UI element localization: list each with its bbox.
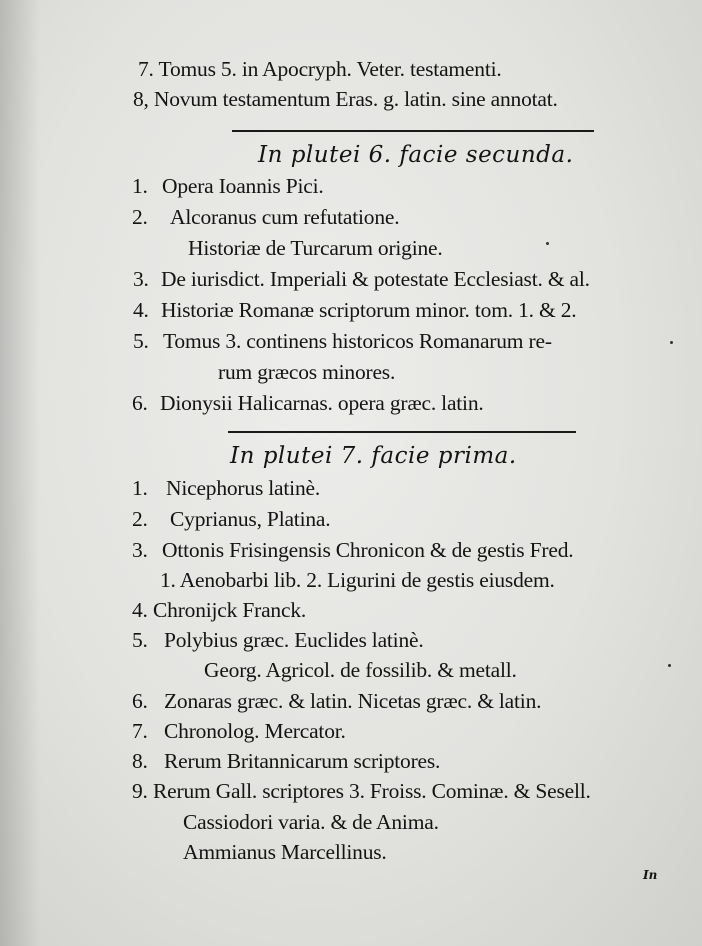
item-number: 1. [132,476,148,500]
list-item [132,390,484,416]
item-text: Alcoranus cum refutatione. [170,205,400,229]
list-item [133,297,576,323]
section-divider [228,431,576,433]
list-item [133,266,590,292]
item-text: Nicephorus latinè. [166,476,321,500]
item-text: Ottonis Frisingensis Chronicon & de gestis Fred. [162,538,574,562]
item-text: Opera Ioannis Pici. [162,174,324,198]
item-text: rum græcos minores. [218,360,396,384]
list-item-continuation [160,567,555,593]
list-item [133,328,552,354]
item-number: 5. [133,329,149,353]
list-item [132,597,306,623]
item-number: 1. [132,174,148,198]
item-text: De iurisdict. Imperiali & potestate Ecclesiast. & al. [161,267,590,291]
list-item [133,86,558,112]
list-item [132,537,573,563]
item-number: 3. [132,538,148,562]
list-item-continuation [188,235,443,261]
list-item-continuation [204,657,517,683]
item-text: 1. Aenobarbi lib. 2. Ligurini de gestis eiusdem. [160,568,555,592]
list-item [132,506,330,532]
item-text: Rerum Gall. scriptores 3. Froiss. Cominæ. & Sesell. [153,779,591,803]
section-heading: In plutei 7. facie prima. [230,443,517,469]
item-text: Tomus 5. in Apocryph. Veter. testamenti. [158,57,502,81]
item-text: Cassiodori varia. & de Anima. [183,810,439,834]
item-number: 2. [132,205,148,229]
item-number: 8. [132,749,148,773]
item-text: Dionysii Halicarnas. opera græc. latin. [160,391,484,415]
list-item [132,475,320,501]
item-text: Cyprianus, Platina. [170,507,331,531]
item-number: 4. [133,298,149,322]
item-text: Chronijck Franck. [153,598,307,622]
list-item [132,688,541,714]
list-item-continuation [183,839,387,865]
item-text: Georg. Agricol. de fossilib. & metall. [204,658,517,682]
item-number: 4. [132,598,148,622]
page-edge-shadow [0,0,40,946]
list-item [138,56,502,82]
ink-speck [670,341,673,344]
item-text: Ammianus Marcellinus. [183,840,387,864]
ink-speck [546,242,549,245]
catchword: In [643,868,658,882]
list-item-continuation [183,809,439,835]
item-text: Rerum Britannicarum scriptores. [164,749,441,773]
item-number: 5. [132,628,148,652]
item-number: 6. [132,689,148,713]
list-item [132,718,346,744]
item-number: 6. [132,391,148,415]
item-text: Historiæ Romanæ scriptorum minor. tom. 1. & 2. [161,298,577,322]
section-heading: In plutei 6. facie secunda. [258,142,574,168]
item-text: Zonaras græc. & latin. Nicetas græc. & latin. [164,689,542,713]
list-item [132,627,424,653]
list-item-continuation [218,359,395,385]
item-text: Tomus 3. continens historicos Romanarum re- [163,329,552,353]
item-number: 7. [132,719,148,743]
section-divider [232,130,594,132]
list-item [132,173,324,199]
item-number: 8, [133,87,149,111]
item-text: Polybius græc. Euclides latinè. [164,628,424,652]
list-item [132,778,591,804]
item-number: 7. [138,57,154,81]
item-text: Novum testamentum Eras. g. latin. sine annotat. [153,87,558,111]
list-item [132,748,440,774]
item-number: 3. [133,267,149,291]
list-item [132,204,399,230]
item-text: Historiæ de Turcarum origine. [188,236,443,260]
item-number: 9. [132,779,148,803]
item-number: 2. [132,507,148,531]
ink-speck [668,664,671,667]
item-text: Chronolog. Mercator. [164,719,346,743]
